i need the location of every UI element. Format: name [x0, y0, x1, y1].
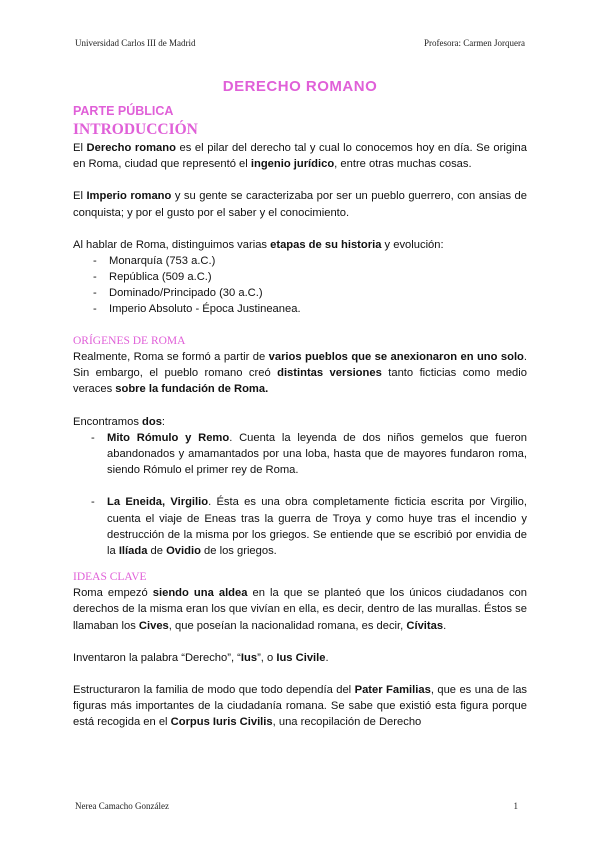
list-item: - Imperio Absoluto - Época Justineanea. — [93, 301, 527, 317]
ideas-heading: IDEAS CLAVE — [73, 571, 147, 584]
list-item: - República (509 a.C.) — [93, 269, 527, 285]
intro-paragraph-1: El Derecho romano es el pilar del derecho tal y cual lo conocemos hoy en día. Se origina en Roma, ciudad que representó el ingenio jurídico, entre otras muchas cosas. — [73, 142, 527, 171]
origins-list-2 — [73, 494, 527, 559]
stages-list — [73, 253, 527, 317]
header-university: Universidad Carlos III de Madrid — [75, 38, 196, 48]
origins-list — [73, 430, 527, 479]
footer-author: Nerea Camacho González — [75, 801, 169, 811]
page-number: 1 — [513, 801, 518, 811]
header-professor: Profesora: Carmen Jorquera — [424, 38, 525, 48]
intro-paragraph-3: Al hablar de Roma, distinguimos varias etapas de su historia y evolución: — [73, 238, 444, 251]
intro-heading: INTRODUCCIÓN — [73, 121, 198, 138]
ideas-paragraph-2: Inventaron la palabra “Derecho”, “Ius”, o Ius Civile. — [73, 651, 329, 664]
origins-heading: ORÍGENES DE ROMA — [73, 335, 186, 348]
part-heading: PARTE PÚBLICA — [73, 104, 174, 118]
ideas-paragraph-3: Estructuraron la familia de modo que todo dependía del Pater Familias, que es una de las figuras más importantes de la ciudadanía romana. Se sabe que existió esta figura porque está recogida en el Corpus Iuris Civilis, una recopilación de Derecho — [73, 684, 528, 729]
list-item: - Monarquía (753 a.C.) — [93, 253, 527, 269]
intro-paragraph-2: El Imperio romano y su gente se caracterizaba por ser un pueblo guerrero, con ansias de conquista; y por el gusto por el saber y el conocimiento. — [73, 190, 527, 219]
list-item: - Dominado/Principado (30 a.C.) — [93, 285, 527, 301]
document-title: DERECHO ROMANO — [222, 78, 378, 95]
origins-paragraph-1: Realmente, Roma se formó a partir de varios pueblos que se anexionaron en uno solo. Sin embargo, el pueblo romano creó distintas versiones tanto ficticias como medio veraces sobre la fundación de Roma. — [73, 351, 527, 396]
list-item: - Mito Rómulo y Remo. Cuenta la leyenda de dos niños gemelos que fueron abandonados y amamantados por una loba, hasta que de mayores fundaron roma, siendo Rómulo el primer rey de Roma. — [91, 430, 527, 479]
origins-paragraph-2: Encontramos dos: — [73, 415, 166, 428]
document-body — [73, 78, 527, 731]
ideas-paragraph-1: Roma empezó siendo una aldea en la que se planteó que los únicos ciudadanos con derechos de la misma eran los que vivían en ella, es decir, dentro de las murallas. Éstos se llamaban los Cives, que poseían la nacionalidad romana, es decir, Cívitas. — [73, 587, 527, 632]
list-item: - La Eneida, Virgilio. Ésta es una obra completamente ficticia escrita por Virgilio, cuenta el viaje de Eneas tras la guerra de Troya y como huye tras el incendio y destrucción de la misma por los griegos. Se entiende que se escribió por envidia de la Ilíada de Ovidio de los griegos. — [91, 494, 527, 559]
